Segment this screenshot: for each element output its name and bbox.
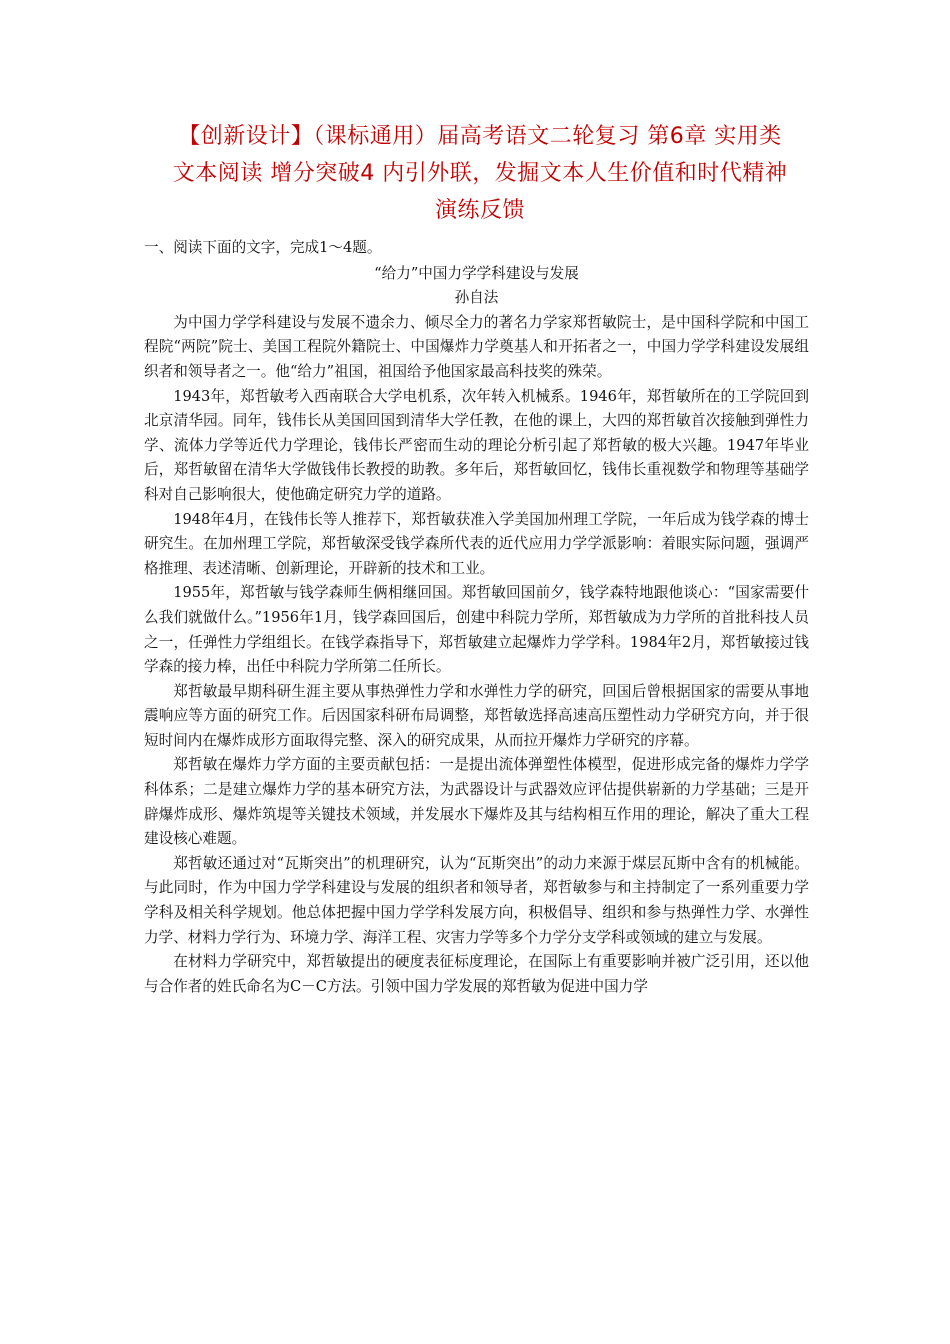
paragraph: 郑哲敏在爆炸力学方面的主要贡献包括：一是提出流体弹塑性体模型，促进形成完备的爆炸力学学科体系；二是建立爆炸力学的基本研究方法，为武器设计与武器效应评估提供崭新的力学基础；三是开辟爆炸成形、爆炸筑堤等关键技术领域，并发展水下爆炸及其与结构相互作用的理论，解决了重大工程建设核心难题。 — [144, 756, 809, 848]
article-author: 孙自法 — [454, 289, 499, 307]
paragraph: 在材料力学研究中，郑哲敏提出的硬度表征标度理论，在国际上有重要影响并被广泛引用，还以他与合作者的姓氏命名为C－C方法。引领中国力学发展的郑哲敏为促进中国力学 — [144, 953, 809, 995]
title-line-1: 【创新设计】（课标通用）届高考语文二轮复习 第6章 实用类 — [178, 124, 782, 149]
paragraph: 郑哲敏最早期科研生涯主要从事热弹性力学和水弹性力学的研究，回国后曾根据国家的需要从事地震响应等方面的研究工作。后因国家科研布局调整，郑哲敏选择高速高压塑性动力学研究方向，并于很短时间内在爆炸成形方面取得完整、深入的研究成果，从而拉开爆炸力学研究的序幕。 — [144, 682, 809, 749]
paragraph: 为中国力学学科建设与发展不遗余力、倾尽全力的著名力学家郑哲敏院士，是中国科学院和中国工程院“两院”院士、美国工程院外籍院士、中国爆炸力学奠基人和开拓者之一，中国力学学科建设发展组织者和领导者之一。他“给力”祖国，祖国给予他国家最高科技奖的殊荣。 — [144, 313, 809, 380]
article-title: “给力”中国力学学科建设与发展 — [374, 264, 579, 282]
paragraph: 1948年4月，在钱伟长等人推荐下，郑哲敏获准入学美国加州理工学院，一年后成为钱学森的博士研究生。在加州理工学院，郑哲敏深受钱学森所代表的近代应用力学学派影响：着眼实际问题，强调严格推理、表述清晰、创新理论，开辟新的技术和工业。 — [144, 510, 809, 577]
paragraph: 郑哲敏还通过对“瓦斯突出”的机理研究，认为“瓦斯突出”的动力来源于煤层瓦斯中含有的机械能。与此同时，作为中国力学学科建设与发展的组织者和领导者，郑哲敏参与和主持制定了一系列重要力学学科及相关科学规划。他总体把握中国力学学科发展方向，积极倡导、组织和参与热弹性力学、水弹性力学、材料力学行为、环境力学、海洋工程、灾害力学等多个力学分支学科或领域的建立与发展。 — [144, 854, 809, 946]
paragraph: 1955年，郑哲敏与钱学森师生俩相继回国。郑哲敏回国前夕，钱学森特地跟他谈心：“国家需要什么我们就做什么。”1956年1月，钱学森回国后，创建中科院力学所，郑哲敏成为力学所的首批科技人员之一，任弹性力学组组长。在钱学森指导下，郑哲敏建立起爆炸力学学科。1984年2月，郑哲敏接过钱学森的接力棒，出任中科院力学所第二任所长。 — [144, 584, 809, 676]
title-line-3: 演练反馈 — [434, 198, 525, 223]
question-instruction: 一、阅读下面的文字，完成1～4题。 — [144, 239, 382, 256]
paragraph: 1943年，郑哲敏考入西南联合大学电机系，次年转入机械系。1946年，郑哲敏所在的工学院回到北京清华园。同年，钱伟长从美国回国到清华大学任教，在他的课上，大四的郑哲敏首次接触到弹性力学、流体力学等近代力学理论，钱伟长严密而生动的理论分析引起了郑哲敏的极大兴趣。1947年毕业后，郑哲敏留在清华大学做钱伟长教授的助教。多年后，郑哲敏回忆，钱伟长重视数学和物理等基础学科对自己影响很大，使他确定研究力学的道路。 — [144, 387, 809, 503]
document-title — [150, 118, 810, 229]
title-line-2: 文本阅读 增分突破4 内引外联，发掘文本人生价值和时代精神 — [172, 161, 788, 186]
document-body — [144, 236, 809, 999]
